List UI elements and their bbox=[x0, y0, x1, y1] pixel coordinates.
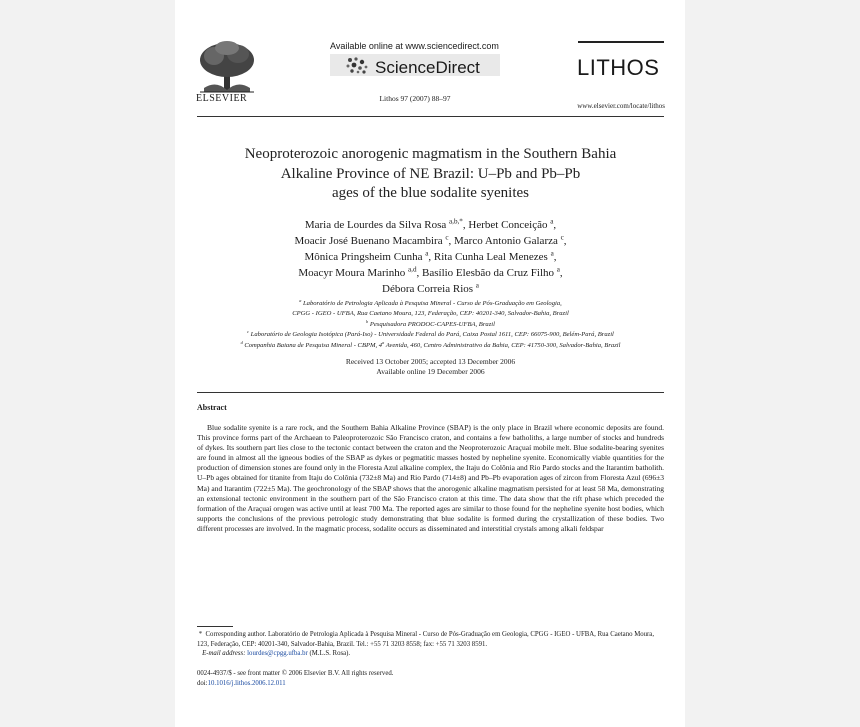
journal-citation: Lithos 97 (2007) 88–97 bbox=[379, 94, 451, 103]
doi-link[interactable]: 10.1016/j.lithos.2006.12.011 bbox=[207, 679, 286, 687]
author-name: Mônica Pringsheim Cunha bbox=[304, 251, 423, 263]
author-name: Moacir José Buenano Macambira bbox=[294, 235, 443, 247]
sciencedirect-dots-icon bbox=[344, 56, 370, 74]
journal-rule bbox=[578, 41, 664, 43]
author-name: Débora Correia Rios bbox=[382, 283, 474, 295]
author-affil-sup: a bbox=[425, 249, 429, 258]
journal-url[interactable]: www.elsevier.com/locate/lithos bbox=[577, 102, 665, 110]
author-affil-sup: c bbox=[445, 233, 449, 242]
title-line-1: Neoproterozoic anorogenic magmatism in the Southern Bahia bbox=[244, 146, 617, 162]
article-dates bbox=[197, 357, 664, 377]
abstract-divider bbox=[197, 392, 664, 393]
title-line-2: Alkaline Province of NE Brazil: U–Pb and Pb–Pb bbox=[280, 165, 581, 182]
copyright-block: 0024-4937/$ - see front matter © 2006 Elsevier B.V. All rights reserved. doi:10.1016/j.lithos.2006.12.011 bbox=[197, 669, 664, 688]
affiliations: $^a$ Laboratório de Petrologia Aplicada à Pesquisa Mineral - Curso de Pós-Graduação em Geologia, CPGG - IGEO - UFBA, Rua Caetano Moura, 123, Federação, CEP: 40201-340, Salvador-Bahia, Brazil $^b$ Pesquisadora PRODOC-CAPES-UFBA, Brazil $^c$ Laboratório de Geologia Isotópica (Pará-Iso) - Universidade Federal do Pará, Caixa Postal 1611, CEP: 66075-900, Belém-Pará, Brazil $^d$ Companhia Baiana de Pesquisa Mineral - CBPM, 4$^a$ Avenida, 460, Centro Administrativo da Bahia, CEP: 41750-300, Salvador-Bahia, Brazil bbox=[240, 297, 621, 349]
author-name: Moacyr Moura Marinho bbox=[298, 267, 406, 279]
author-affil-sup: a bbox=[550, 249, 554, 258]
author-name: Basílio Elesbão da Cruz Filho bbox=[422, 267, 554, 279]
author-affil-sup: a,b,* bbox=[449, 217, 463, 226]
title-line-3: ages of the blue sodalite syenites bbox=[331, 185, 530, 201]
email-link[interactable]: lourdes@cpgg.ufba.br bbox=[247, 650, 308, 657]
author-affil-sup: c bbox=[560, 233, 564, 242]
abstract-text: Blue sodalite syenite is a rare rock, and the Southern Bahia Alkaline Province (SBAP) is the only place in Brazil where economic deposits are found. This province forms part of the Archaean to Paleoproterozoic São Francisco craton, and contains a few batholiths, a large number of stocks and hundreds of dykes. Its southern part lies close to the tectonic contact between the craton and the Neoproterozoic Araçuaí mobile melt. Blue sodalite-bearing syenites are found in almost all the igneous bodies of the SBAP as dykes or pegmatitic masses hosted by nepheline syenite. Economically viable quantities for the production of dimension stones are found only in the Floresta Azul alkaline complex, the Itaju do Colônia and Rio Pardo stocks and the Itarantim batholith. U–Pb ages obtained for titanite from Itaju do Colônia (732±8 Ma) and Rio Pardo (714±8) and Pb–Pb evaporation ages of zircon from Floresta Azul (696±3 Ma) and Itarantim (722±5 Ma). The geochronology of the SBAP shows that the anorogenic alkaline magmatism persisted for at least 58 Ma, demonstrating an extensional tectonic environment in the southern part of the São Francisco craton at this time. The data show that the rift phase which preceded the formation of the Araçuaí orogen was active until at least 700 Ma. The reported ages are similar to those found for the nepheline syenite host bodies, which supports the conclusions of the previous petrologic study demonstrating that blue sodalite is formed during the crystallization of these bodies. Two different processes are involved. In the magmatic process, sodalite occurs as disseminated and interstitial crystals among alkali feldspar bbox=[197, 423, 664, 533]
affiliation-d: Companhia Baiana de Pesquisa Mineral - CBPM, 4$^a$ Avenida, 460, Centro Administrativo da Bahia, CEP: 41750-300, Salvador-Bahia, Brazil bbox=[244, 339, 621, 349]
sciencedirect-logo-text: ScienceDirect bbox=[375, 58, 480, 77]
journal-title: LITHOS bbox=[577, 55, 660, 80]
author-list: Maria de Lourdes da Silva Rosa $^{a,b,*}$, Herbet Conceição $^a$, Moacir José Buenano Macambira $^c$, Marco Antonio Galarza $^c$, Mônica Pringsheim Cunha $^a$, Rita Cunha Leal Menezes $^a$, Moacyr Moura Marinho $^{a,d}$, Basílio Elesbão da Cruz Filho $^a$, Débora Correia Rios $^a$ bbox=[294, 217, 567, 295]
author-name: Rita Cunha Leal Menezes bbox=[433, 251, 548, 263]
footnote-rule bbox=[197, 626, 233, 627]
corresponding-author-text: Corresponding author. Laboratório de Petrologia Aplicada à Pesquisa Mineral - Curso de Pós-Graduação em Geologia, CPGG - IGEO - UFBA, Rua Caetano Moura, 123, Federação, CEP: 40201-340, Salvador-Bahia, Brazil. Tel.: +55 71 3203 8558; fax: +55 71 3203 8591. bbox=[197, 631, 655, 648]
email-owner: (M.L.S. Rosa). bbox=[309, 650, 351, 657]
author-name: Herbet Conceição bbox=[468, 219, 548, 231]
header-divider bbox=[197, 116, 664, 117]
paper-title bbox=[197, 145, 664, 204]
affiliation-a: Laboratório de Petrologia Aplicada à Pesquisa Mineral - Curso de Pós-Graduação em Geologia, bbox=[303, 300, 562, 307]
affiliation-b: Pesquisadora PRODOC-CAPES-UFBA, Brazil bbox=[369, 320, 495, 328]
affiliation-c: Laboratório de Geologia Isotópica (Pará-Iso) - Universidade Federal do Pará, Caixa Postal 1611, CEP: 66075-900, Belém-Pará, Brazil bbox=[250, 331, 614, 339]
email-label: E-mail address: bbox=[202, 650, 246, 657]
copyright-text: 0024-4937/$ - see front matter © 2006 Elsevier B.V. All rights reserved. bbox=[197, 670, 394, 677]
author-affil-sup: a bbox=[475, 281, 479, 290]
online-date: Available online 19 December 2006 bbox=[376, 367, 485, 376]
corresponding-author-footnote: * Corresponding author. Laboratório de Petrologia Aplicada à Pesquisa Mineral - Curso de Pós-Graduação em Geologia, CPGG - IGEO - UFBA, Rua Caetano Moura, 123, Federação, CEP: 40201-340, Salvador-Bahia, Brazil. Tel.: +55 71 3203 8558; fax: +55 71 3203 8591. E-mail address: lourdes@cpgg.ufba.br (M.L.S. Rosa). bbox=[197, 631, 655, 657]
affiliation-a-cont: CPGG - IGEO - UFBA, Rua Caetano Moura, 123, Federação, CEP: 40201-340, Salvador-Bahia, Brazil bbox=[292, 310, 569, 318]
author-affil-sup: a,d bbox=[407, 265, 417, 274]
abstract-heading: Abstract bbox=[197, 403, 227, 412]
author-affil-sup: a bbox=[556, 265, 560, 274]
publisher-name: ELSEVIER bbox=[196, 93, 248, 104]
received-date: Received 13 October 2005; accepted 13 December 2006 bbox=[345, 357, 516, 366]
author-name: Maria de Lourdes da Silva Rosa bbox=[304, 219, 447, 231]
author-affil-sup: a bbox=[550, 217, 554, 226]
author-name: Marco Antonio Galarza bbox=[454, 235, 558, 247]
available-online-text[interactable]: Available online at www.sciencedirect.com bbox=[330, 41, 499, 51]
